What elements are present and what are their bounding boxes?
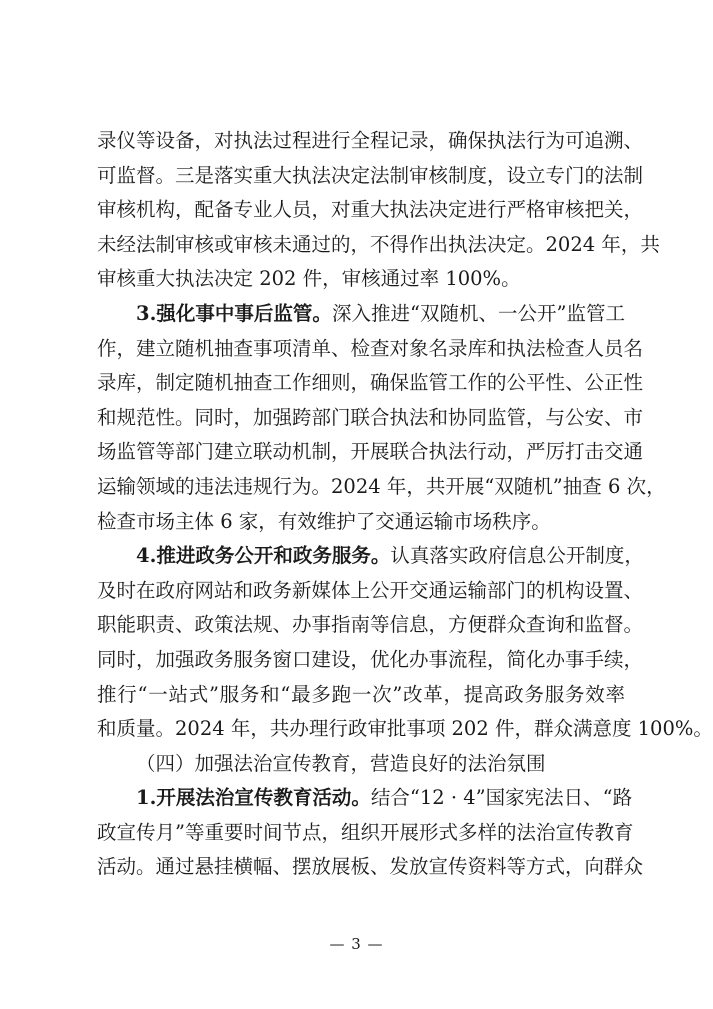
- page-number: — 3 —: [329, 935, 384, 953]
- paragraph-first-line: [97, 781, 633, 816]
- paragraph-first-line: [97, 539, 644, 574]
- section-title: 1.开展法治宣传教育活动。: [136, 786, 371, 810]
- text-line: 可监督。三是落实重大执法决定法制审核制度，设立专门的法制: [97, 163, 644, 187]
- text-line: 运输领域的违法违规行为。2024 年，共开展“双随机”抽查 6 次，: [97, 474, 666, 498]
- text-line: 作，建立随机抽查事项清单、检查对象名录库和执法检查人员名: [97, 336, 644, 360]
- body-text: [97, 124, 713, 885]
- section-title: 4.推进政务公开和政务服务。: [136, 544, 391, 568]
- text-span: 结合“12 · 4”国家宪法日、“路: [370, 786, 633, 810]
- text-line: 录仪等设备，对执法过程进行全程记录，确保执法行为可追溯、: [97, 129, 644, 152]
- text-line: 及时在政府网站和政务新媒体上公开交通运输部门的机构设置、: [97, 578, 644, 602]
- text-line: 职能职责、政策法规、办事指南等信息，方便群众查询和监督。: [97, 613, 644, 637]
- text-line: 审核机构，配备专业人员，对重大执法决定进行严格审核把关，: [97, 198, 644, 222]
- text-line: 同时，加强政务服务窗口建设，优化办事流程，简化办事手续，: [97, 647, 644, 671]
- text-span: 深入推进“双随机、一公开”监管工: [331, 301, 625, 325]
- text-line: 未经法制审核或审核未通过的，不得作出执法决定。2024 年，共: [97, 232, 660, 256]
- text-line: 审核重大执法决定 202 件，审核通过率 100%。: [97, 267, 521, 291]
- text-span: 认真落实政府信息公开制度，: [390, 544, 644, 568]
- text-line: 和规范性。同时，加强跨部门联合执法和协同监管，与公安、市: [97, 405, 644, 429]
- subsection-heading: （四）加强法治宣传教育，营造良好的法治氛围: [136, 751, 546, 775]
- text-line: 录库，制定随机抽查工作细则，确保监管工作的公平性、公正性: [97, 371, 644, 395]
- paragraph-first-line: [97, 297, 625, 332]
- text-line: 推行“一站式”服务和“最多跑一次”改革，提高政务服务效率: [97, 682, 625, 706]
- section-title: 3.强化事中事后监管。: [136, 301, 332, 325]
- text-line: 活动。通过悬挂横幅、摆放展板、发放宣传资料等方式，向群众: [97, 855, 644, 879]
- text-line: 场监管等部门建立联动机制，开展联合执法行动，严厉打击交通: [97, 440, 644, 464]
- text-line: 和质量。2024 年，共办理行政审批事项 202 件，群众满意度 100%。: [97, 717, 713, 741]
- text-line: 检查市场主体 6 家，有效维护了交通运输市场秩序。: [97, 509, 551, 533]
- text-line: 政宣传月”等重要时间节点，组织开展形式多样的法治宣传教育: [97, 820, 634, 844]
